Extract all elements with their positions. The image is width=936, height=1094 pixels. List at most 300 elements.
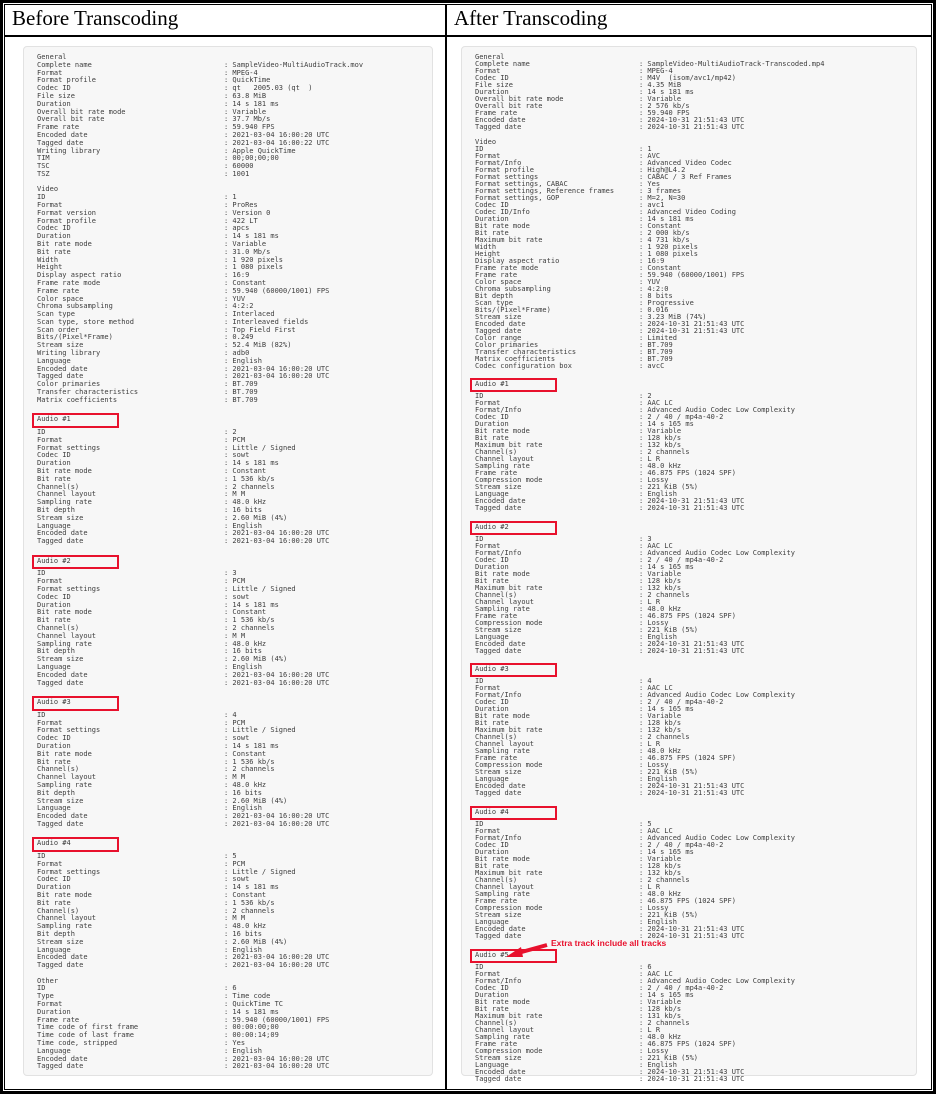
field-value: : 31.0 Mb/s bbox=[224, 247, 271, 256]
section-title: Video bbox=[475, 137, 497, 146]
field-value: : 63.8 MiB bbox=[224, 91, 267, 100]
field-value: : L R bbox=[639, 455, 661, 464]
field-value: : 2024-10-31 21:51:43 UTC bbox=[639, 319, 745, 328]
info-row bbox=[475, 884, 912, 891]
field-value: : 221 KiB (5%) bbox=[639, 910, 699, 919]
field-label: Width bbox=[475, 242, 497, 251]
field-value: : M M bbox=[224, 914, 246, 923]
field-value: : AAC LC bbox=[639, 969, 673, 978]
field-value: : 00:00:14;09 bbox=[224, 1031, 279, 1040]
field-value: : 128 kb/s bbox=[639, 719, 682, 728]
field-label: Sampling rate bbox=[37, 498, 92, 507]
field-label: Overall bit rate mode bbox=[475, 95, 564, 103]
field-label: Encoded date bbox=[475, 639, 526, 648]
field-value: : 2021-03-04 16:00:20 UTC bbox=[224, 812, 330, 821]
field-label: Bit rate bbox=[475, 434, 509, 443]
field-label: Bit depth bbox=[37, 647, 75, 656]
info-row bbox=[475, 1027, 912, 1034]
field-label: Encoded date bbox=[475, 924, 526, 933]
field-value: : 4 731 kb/s bbox=[639, 235, 690, 244]
field-value: : Constant bbox=[224, 891, 267, 900]
section-title: Other bbox=[37, 976, 59, 985]
info-row bbox=[475, 216, 912, 223]
field-value: : Version 0 bbox=[224, 208, 271, 217]
field-label: Channel(s) bbox=[475, 875, 518, 884]
info-row bbox=[475, 585, 912, 592]
field-value: : Little / Signed bbox=[224, 584, 296, 593]
field-value: : Lossy bbox=[639, 1046, 669, 1055]
field-label: Duration bbox=[475, 705, 509, 714]
field-label: Tagged date bbox=[37, 819, 84, 828]
field-value: : M M bbox=[224, 490, 246, 499]
audio-track-label-highlighted: Audio #4 bbox=[32, 837, 119, 852]
field-value: : 2021-03-04 16:00:20 UTC bbox=[224, 537, 330, 546]
field-label: Channel layout bbox=[475, 1025, 535, 1034]
field-value: : Little / Signed bbox=[224, 867, 296, 876]
field-label: Overall bit rate mode bbox=[37, 107, 126, 116]
field-value: : 48.0 kHz bbox=[224, 922, 267, 931]
info-row bbox=[475, 75, 912, 82]
field-value: : 2.60 MiB (4%) bbox=[224, 937, 288, 946]
field-value: : BT.709 bbox=[639, 354, 673, 363]
audio-track-label-highlighted: Audio #2 bbox=[470, 521, 557, 535]
field-value: : BT.709 bbox=[224, 388, 258, 397]
field-label: Encoded date bbox=[37, 130, 88, 139]
field-label: Transfer characteristics bbox=[475, 347, 577, 356]
info-row bbox=[475, 428, 912, 435]
field-label: Codec ID/Info bbox=[475, 207, 530, 216]
field-value: : 5 bbox=[224, 852, 237, 861]
field-value: : 1 bbox=[639, 144, 652, 153]
field-label: Codec configuration box bbox=[475, 361, 572, 370]
info-row bbox=[475, 877, 912, 884]
field-label: Stream size bbox=[37, 937, 84, 946]
field-label: Frame rate bbox=[37, 123, 80, 132]
field-value: : avcC bbox=[639, 361, 665, 370]
info-row bbox=[475, 449, 912, 456]
info-row bbox=[475, 706, 912, 713]
info-row bbox=[475, 146, 912, 153]
field-value: : AVC bbox=[639, 151, 661, 160]
field-label: Color range bbox=[475, 333, 522, 342]
field-label: Bit rate bbox=[475, 719, 509, 728]
field-value: : 1 536 kb/s bbox=[224, 898, 275, 907]
field-label: Time code of first frame bbox=[37, 1023, 139, 1032]
field-label: File size bbox=[37, 91, 75, 100]
field-label: Language bbox=[37, 662, 71, 671]
info-row bbox=[37, 962, 428, 970]
field-value: : 2 channels bbox=[639, 448, 690, 457]
field-value: : PCM bbox=[224, 577, 246, 586]
field-value: : 2 channels bbox=[639, 875, 690, 884]
field-label: Format settings, Reference frames bbox=[475, 186, 615, 195]
field-label: Maximum bit rate bbox=[475, 726, 543, 735]
field-value: : qt 2005.03 (qt ) bbox=[224, 84, 313, 93]
field-value: : 2 channels bbox=[639, 1018, 690, 1027]
field-label: Stream size bbox=[475, 1053, 522, 1062]
field-value: : Constant bbox=[639, 263, 682, 272]
field-label: Channel(s) bbox=[475, 590, 518, 599]
field-value: : 128 kb/s bbox=[639, 576, 682, 585]
field-value: : 2 / 40 / mp4a-40-2 bbox=[639, 983, 724, 992]
section-title-wrap bbox=[37, 836, 428, 853]
info-row bbox=[475, 912, 912, 919]
field-value: : 2 bbox=[639, 392, 652, 401]
field-value: : QuickTime bbox=[224, 76, 271, 85]
field-value: : 14 s 181 ms bbox=[639, 214, 694, 223]
field-value: : 2021-03-04 16:00:20 UTC bbox=[224, 953, 330, 962]
field-label: Frame rate bbox=[37, 1015, 80, 1024]
info-row bbox=[475, 272, 912, 279]
field-label: Writing library bbox=[37, 349, 101, 358]
field-label: Duration bbox=[37, 459, 71, 468]
info-row bbox=[37, 1063, 428, 1071]
info-row bbox=[475, 741, 912, 748]
field-value: : YUV bbox=[639, 277, 661, 286]
field-label: Language bbox=[475, 917, 509, 926]
field-label: Duration bbox=[37, 600, 71, 609]
field-value: : 4:2:0 bbox=[639, 284, 669, 293]
field-value: : Little / Signed bbox=[224, 726, 296, 735]
info-row bbox=[475, 195, 912, 202]
field-label: Channel layout bbox=[475, 882, 535, 891]
field-value: : Yes bbox=[224, 1039, 246, 1047]
info-row bbox=[475, 1076, 912, 1083]
field-label: Format bbox=[475, 399, 501, 408]
field-value: : 00:00:00;00 bbox=[224, 1023, 279, 1032]
field-label: Encoded date bbox=[37, 1054, 88, 1063]
field-value: : avc1 bbox=[639, 200, 665, 209]
field-value: : 2024-10-31 21:51:43 UTC bbox=[639, 326, 745, 335]
field-label: Bit rate bbox=[475, 1004, 509, 1013]
field-value: : 14 s 181 ms bbox=[224, 232, 279, 241]
field-label: Format/Info bbox=[475, 976, 522, 985]
field-value: : English bbox=[639, 775, 677, 784]
field-value: : 48.0 kHz bbox=[639, 1032, 682, 1041]
field-label: Encoded date bbox=[37, 529, 88, 538]
mediainfo-text-after bbox=[475, 54, 912, 1083]
field-label: File size bbox=[475, 81, 513, 89]
info-row bbox=[475, 564, 912, 571]
field-value: : 14 s 181 ms bbox=[224, 459, 279, 468]
field-label: Format bbox=[37, 718, 63, 727]
mediainfo-output-before bbox=[23, 46, 433, 1076]
field-value: : 2021-03-04 16:00:20 UTC bbox=[224, 1062, 330, 1071]
section-audio-2 bbox=[475, 520, 912, 655]
field-label: Format bbox=[37, 859, 63, 868]
field-label: Frame rate mode bbox=[37, 278, 101, 287]
info-row bbox=[475, 258, 912, 265]
field-label: Channel layout bbox=[37, 914, 97, 923]
field-label: Bits/(Pixel*Frame) bbox=[37, 333, 113, 342]
field-value: : 4 bbox=[224, 710, 237, 719]
field-value: : 52.4 MiB (82%) bbox=[224, 341, 292, 350]
field-value: : 14 s 181 ms bbox=[224, 99, 279, 108]
field-value: : AAC LC bbox=[639, 826, 673, 835]
field-label: Channel(s) bbox=[475, 733, 518, 742]
field-label: ID bbox=[475, 962, 484, 971]
field-value: : sowt bbox=[224, 592, 250, 601]
info-row bbox=[475, 328, 912, 335]
field-value: : BT.709 bbox=[224, 395, 258, 404]
field-value: : 132 kb/s bbox=[639, 726, 682, 735]
field-value: : sowt bbox=[224, 734, 250, 743]
info-row bbox=[475, 627, 912, 634]
field-value: : YUV bbox=[224, 294, 246, 303]
field-label: Maximum bit rate bbox=[475, 235, 543, 244]
field-value: : sowt bbox=[224, 875, 250, 884]
field-label: Duration bbox=[475, 214, 509, 223]
info-row bbox=[475, 571, 912, 578]
field-label: Format bbox=[475, 969, 501, 978]
field-label: Codec ID bbox=[37, 875, 71, 884]
section-audio-3 bbox=[37, 695, 428, 829]
field-value: : English bbox=[224, 662, 262, 671]
field-label: Format bbox=[475, 151, 501, 160]
field-label: Chroma subsampling bbox=[475, 284, 551, 293]
field-value: : Variable bbox=[639, 95, 682, 103]
field-value: : 2024-10-31 21:51:43 UTC bbox=[639, 1074, 745, 1083]
field-label: Codec ID bbox=[37, 451, 71, 460]
field-value: : 0.016 bbox=[639, 305, 669, 314]
field-value: : 48.0 kHz bbox=[224, 498, 267, 507]
section-audio-4 bbox=[37, 836, 428, 970]
field-value: : SampleVideo-MultiAudioTrack-Transcoded.mp4 bbox=[639, 60, 825, 68]
before-cell bbox=[5, 37, 447, 1089]
field-label: Encoded date bbox=[475, 497, 526, 506]
field-value: : 2024-10-31 21:51:43 UTC bbox=[639, 931, 745, 940]
field-label: Stream size bbox=[475, 312, 522, 321]
field-label: Bit rate mode bbox=[37, 608, 92, 617]
field-label: ID bbox=[37, 569, 46, 578]
field-value: : 14 s 181 ms bbox=[639, 88, 694, 96]
field-value: : L R bbox=[639, 1025, 661, 1034]
field-label: Compression mode bbox=[475, 618, 543, 627]
field-value: : 37.7 Mb/s bbox=[224, 115, 271, 124]
field-label: Format settings bbox=[475, 172, 539, 181]
field-value: : 1 920 pixels bbox=[639, 242, 699, 251]
field-value: : English bbox=[639, 632, 677, 641]
field-label: Sampling rate bbox=[37, 639, 92, 648]
info-row bbox=[475, 456, 912, 463]
section-title-wrap bbox=[37, 695, 428, 712]
field-label: Codec ID bbox=[475, 840, 509, 849]
field-label: ID bbox=[475, 819, 484, 828]
field-label: Bit depth bbox=[37, 506, 75, 515]
field-value: : Apple QuickTime bbox=[224, 146, 296, 155]
field-label: Time code, stripped bbox=[37, 1039, 118, 1047]
field-value: : 14 s 165 ms bbox=[639, 847, 694, 856]
field-value: : ProRes bbox=[224, 200, 258, 209]
field-label: Stream size bbox=[475, 910, 522, 919]
after-transcoding-header: After Transcoding bbox=[454, 6, 608, 30]
field-value: : 1 536 kb/s bbox=[224, 616, 275, 625]
field-value: : adb0 bbox=[224, 349, 250, 358]
field-label: Channel layout bbox=[37, 773, 97, 782]
field-label: Format settings bbox=[37, 726, 101, 735]
field-label: Bit depth bbox=[475, 291, 513, 300]
field-value: : AAC LC bbox=[639, 684, 673, 693]
field-value: : BT.709 bbox=[639, 340, 673, 349]
info-row bbox=[475, 124, 912, 131]
field-value: : 2021-03-04 16:00:20 UTC bbox=[224, 130, 330, 139]
field-value: : 221 KiB (5%) bbox=[639, 483, 699, 492]
field-label: Codec ID bbox=[475, 74, 509, 82]
field-label: Channel(s) bbox=[37, 765, 80, 774]
info-row bbox=[475, 933, 912, 940]
field-value: : Advanced Audio Codec Low Complexity bbox=[639, 833, 795, 842]
field-value: : 2021-03-04 16:00:20 UTC bbox=[224, 819, 330, 828]
field-label: Complete name bbox=[37, 60, 92, 69]
info-row bbox=[475, 1055, 912, 1062]
field-label: Stream size bbox=[37, 655, 84, 664]
field-value: : 4.35 MiB bbox=[639, 81, 682, 89]
table-content-row bbox=[5, 37, 931, 1089]
field-label: Frame rate bbox=[475, 896, 518, 905]
section-general bbox=[475, 54, 912, 131]
field-label: Maximum bit rate bbox=[475, 868, 543, 877]
field-label: Encoded date bbox=[475, 1067, 526, 1076]
field-value: : 2021-03-04 16:00:20 UTC bbox=[224, 678, 330, 687]
field-value: : 128 kb/s bbox=[639, 861, 682, 870]
field-label: Channel(s) bbox=[37, 623, 80, 632]
field-value: : Variable bbox=[639, 712, 682, 721]
field-label: Stream size bbox=[475, 625, 522, 634]
section-audio-2 bbox=[37, 554, 428, 688]
field-value: : 14 s 165 ms bbox=[639, 562, 694, 571]
field-label: Time code of last frame bbox=[37, 1031, 134, 1040]
field-label: Language bbox=[475, 632, 509, 641]
field-value: : 2021-03-04 16:00:20 UTC bbox=[224, 961, 330, 970]
field-label: Bit rate mode bbox=[475, 569, 530, 578]
field-value: : 14 s 181 ms bbox=[224, 883, 279, 892]
field-label: Scan type bbox=[37, 310, 75, 319]
field-value: : Lossy bbox=[639, 761, 669, 770]
info-row bbox=[37, 171, 428, 179]
field-label: Duration bbox=[37, 99, 71, 108]
field-label: Language bbox=[37, 1046, 71, 1055]
field-value: : 221 KiB (5%) bbox=[639, 625, 699, 634]
field-label: TSZ bbox=[37, 169, 50, 178]
field-label: Color space bbox=[475, 277, 522, 286]
field-value: : 2 576 kb/s bbox=[639, 102, 690, 110]
info-row bbox=[475, 363, 912, 370]
field-label: Stream size bbox=[475, 768, 522, 777]
field-label: Format/Info bbox=[475, 158, 522, 167]
field-label: Format settings, GOP bbox=[475, 193, 560, 202]
field-value: : 2021-03-04 16:00:20 UTC bbox=[224, 529, 330, 538]
field-value: : M M bbox=[224, 773, 246, 782]
field-value: : Yes bbox=[639, 179, 661, 188]
field-label: Sampling rate bbox=[37, 922, 92, 931]
field-value: : English bbox=[224, 356, 262, 365]
field-value: : 2021-03-04 16:00:20 UTC bbox=[224, 1054, 330, 1063]
field-label: Channel layout bbox=[37, 490, 97, 499]
field-value: : English bbox=[224, 521, 262, 530]
field-label: Codec ID bbox=[475, 983, 509, 992]
field-value: : Constant bbox=[224, 749, 267, 758]
section-audio-1 bbox=[37, 412, 428, 546]
field-label: Tagged date bbox=[37, 961, 84, 970]
section-title-wrap bbox=[475, 937, 912, 964]
field-value: : Interleaved fields bbox=[224, 317, 309, 326]
field-value: : Constant bbox=[224, 278, 267, 287]
mediainfo-output-after bbox=[461, 46, 917, 1083]
field-label: Encoded date bbox=[37, 670, 88, 679]
field-label: Scan type bbox=[475, 298, 513, 307]
field-value: : 2024-10-31 21:51:43 UTC bbox=[639, 116, 745, 124]
field-label: Display aspect ratio bbox=[475, 256, 560, 265]
field-label: Format bbox=[37, 577, 63, 586]
field-label: Duration bbox=[475, 88, 509, 96]
field-value: : M4V (isom/avc1/mp42) bbox=[639, 74, 736, 82]
field-label: Sampling rate bbox=[475, 604, 530, 613]
field-label: ID bbox=[37, 428, 46, 437]
field-value: : 16 bits bbox=[224, 506, 262, 515]
field-label: Sampling rate bbox=[37, 780, 92, 789]
field-label: ID bbox=[475, 677, 484, 686]
field-value: : 1 536 kb/s bbox=[224, 757, 275, 766]
field-label: Duration bbox=[37, 232, 71, 241]
field-value: : 4:2:2 bbox=[224, 302, 254, 311]
field-value: : 0.249 bbox=[224, 333, 254, 342]
field-label: Stream size bbox=[37, 341, 84, 350]
field-label: Sampling rate bbox=[475, 747, 530, 756]
field-label: Maximum bit rate bbox=[475, 583, 543, 592]
field-label: Bit rate bbox=[37, 898, 71, 907]
section-audio-4 bbox=[475, 805, 912, 940]
field-value: : 16 bits bbox=[224, 930, 262, 939]
field-label: Encoded date bbox=[37, 953, 88, 962]
after-cell bbox=[447, 37, 931, 1089]
field-label: Language bbox=[475, 775, 509, 784]
section-title-wrap bbox=[37, 978, 428, 986]
field-value: : 2 channels bbox=[639, 590, 690, 599]
info-row bbox=[37, 538, 428, 546]
field-value: : L R bbox=[639, 882, 661, 891]
field-value: : Constant bbox=[224, 467, 267, 476]
field-value: : 2.60 MiB (4%) bbox=[224, 655, 288, 664]
field-label: Height bbox=[475, 249, 501, 258]
field-label: Bit rate mode bbox=[475, 427, 530, 436]
section-title-wrap bbox=[37, 54, 428, 62]
field-value: : 2 channels bbox=[224, 482, 275, 491]
audio-track-label-highlighted: Audio #3 bbox=[470, 663, 557, 677]
field-value: : 2 channels bbox=[639, 733, 690, 742]
field-label: Format settings bbox=[37, 584, 101, 593]
info-row bbox=[475, 536, 912, 543]
section-video bbox=[37, 186, 428, 404]
field-label: Color primaries bbox=[37, 380, 101, 389]
field-value: : 00;00;00;00 bbox=[224, 154, 279, 163]
annotation-arrow-icon bbox=[505, 942, 549, 960]
field-value: : 46.875 FPS (1024 SPF) bbox=[639, 611, 736, 620]
field-value: : 2.60 MiB (4%) bbox=[224, 796, 288, 805]
info-row bbox=[475, 821, 912, 828]
field-value: : 221 KiB (5%) bbox=[639, 768, 699, 777]
field-label: Bit rate bbox=[475, 861, 509, 870]
field-value: : 2 / 40 / mp4a-40-2 bbox=[639, 840, 724, 849]
field-value: : 14 s 165 ms bbox=[639, 705, 694, 714]
field-label: Tagged date bbox=[37, 1062, 84, 1071]
field-value: : English bbox=[224, 804, 262, 813]
info-row bbox=[475, 484, 912, 491]
audio-track-label-highlighted: Audio #2 bbox=[32, 555, 119, 570]
field-label: Duration bbox=[37, 1007, 71, 1016]
field-value: : 48.0 kHz bbox=[639, 604, 682, 613]
field-value: : MPEG-4 bbox=[639, 67, 673, 75]
field-label: Format/Info bbox=[475, 691, 522, 700]
